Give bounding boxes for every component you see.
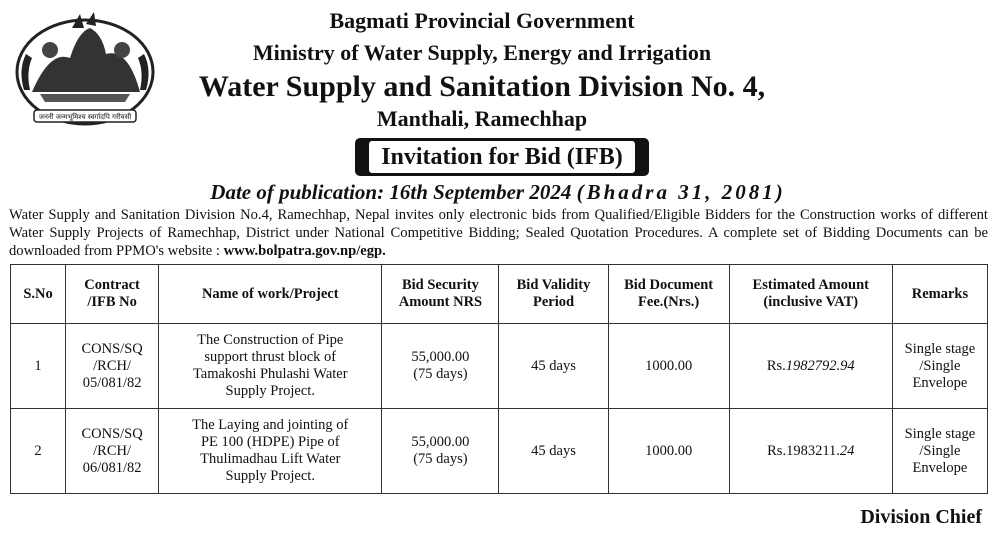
intro-paragraph xyxy=(9,206,988,260)
table-row xyxy=(11,324,988,409)
contract-line: 06/081/82 xyxy=(82,459,142,476)
col-remarks: Remarks xyxy=(892,265,987,324)
remarks-line: /Single xyxy=(919,357,961,374)
work-line: The Construction of Pipe xyxy=(197,332,344,348)
contract-line: CONS/SQ xyxy=(81,425,143,442)
signatory-title: Division Chief xyxy=(860,506,982,528)
row-estimate xyxy=(729,324,892,409)
ppmo-website-link[interactable]: www.bolpatra.gov.np/egp. xyxy=(223,243,386,259)
intro-text: Water Supply and Sanitation Division No.4, Ramechhap, Nepal invites only electronic bids from Qualified/Eligible Bidders for the Construction works of different Water Supply Projects of Ramechhap, District under National Competitive Bidding; Sealed Quotation Procedures. A complete set of Bidding Documents can be downloaded from PPMO's website : xyxy=(9,207,988,259)
table-header-row xyxy=(11,265,988,324)
table-row xyxy=(11,409,988,494)
security-period: (75 days) xyxy=(413,451,468,467)
col-contract: Contract /IFB No xyxy=(66,265,159,324)
contract-line: /RCH/ xyxy=(93,442,132,459)
contract-line: CONS/SQ xyxy=(81,340,143,357)
row-security xyxy=(382,409,499,494)
row-estimate xyxy=(729,409,892,494)
remarks-line: Single stage xyxy=(904,340,976,357)
remarks-line: /Single xyxy=(919,442,961,459)
notice-title-box xyxy=(355,138,649,176)
row-sno: 2 xyxy=(11,409,66,494)
col-sno: S.No xyxy=(11,265,66,324)
security-amount: 55,000.00 xyxy=(411,434,470,450)
remarks-line: Envelope xyxy=(912,459,968,476)
row-fee: 1000.00 xyxy=(608,324,729,409)
division-name: Water Supply and Sanitation Division No. 4, xyxy=(198,70,766,103)
col-work: Name of work/Project xyxy=(159,265,382,324)
work-line: Tamakoshi Phulashi Water xyxy=(192,366,348,382)
remarks-line: Envelope xyxy=(912,374,968,391)
row-remarks xyxy=(892,324,987,409)
publication-date-bs: (Bhadra 31, 2081) xyxy=(576,180,786,204)
row-work xyxy=(159,409,382,494)
estimate-prefix: Rs.1983211. xyxy=(767,442,840,459)
remarks-line: Single stage xyxy=(904,425,976,442)
publication-date-label: Date of publication: 16th September 2024 xyxy=(210,180,572,204)
estimate-prefix: Rs. xyxy=(766,357,786,374)
work-line: Supply Project. xyxy=(225,383,315,399)
row-validity: 45 days xyxy=(499,409,608,494)
contract-line: 05/081/82 xyxy=(82,374,142,391)
office-location: Manthali, Ramechhap xyxy=(376,106,588,131)
emblem-motto: जननी जन्मभूमिश्च स्वर्गादपि गरीयसी xyxy=(38,113,132,121)
bid-table xyxy=(10,264,988,494)
row-security xyxy=(382,324,499,409)
work-line: Thulimadhau Lift Water xyxy=(200,451,341,467)
col-validity: Bid Validity Period xyxy=(499,265,608,324)
contract-line: /RCH/ xyxy=(93,357,132,374)
work-line: Supply Project. xyxy=(225,468,315,484)
col-estimate: Estimated Amount (inclusive VAT) xyxy=(729,265,892,324)
publication-date xyxy=(0,180,996,205)
estimate-value: 1982792.94 xyxy=(785,357,855,374)
work-line: The Laying and jointing of xyxy=(192,417,349,433)
notice-title: Invitation for Bid (IFB) xyxy=(369,141,635,173)
security-period: (75 days) xyxy=(413,366,468,382)
ministry-name: Ministry of Water Supply, Energy and Irrigation xyxy=(252,40,712,65)
row-contract xyxy=(66,324,159,409)
estimate-value: 24 xyxy=(839,442,855,459)
government-name: Bagmati Provincial Government xyxy=(329,8,635,33)
row-remarks xyxy=(892,409,987,494)
row-fee: 1000.00 xyxy=(608,409,729,494)
col-security: Bid Security Amount NRS xyxy=(382,265,499,324)
work-line: support thrust block of xyxy=(204,349,337,365)
row-work xyxy=(159,324,382,409)
row-contract xyxy=(66,409,159,494)
row-validity: 45 days xyxy=(499,324,608,409)
row-sno: 1 xyxy=(11,324,66,409)
security-amount: 55,000.00 xyxy=(411,349,470,365)
work-line: PE 100 (HDPE) Pipe of xyxy=(200,434,340,450)
col-fee: Bid Document Fee.(Nrs.) xyxy=(608,265,729,324)
